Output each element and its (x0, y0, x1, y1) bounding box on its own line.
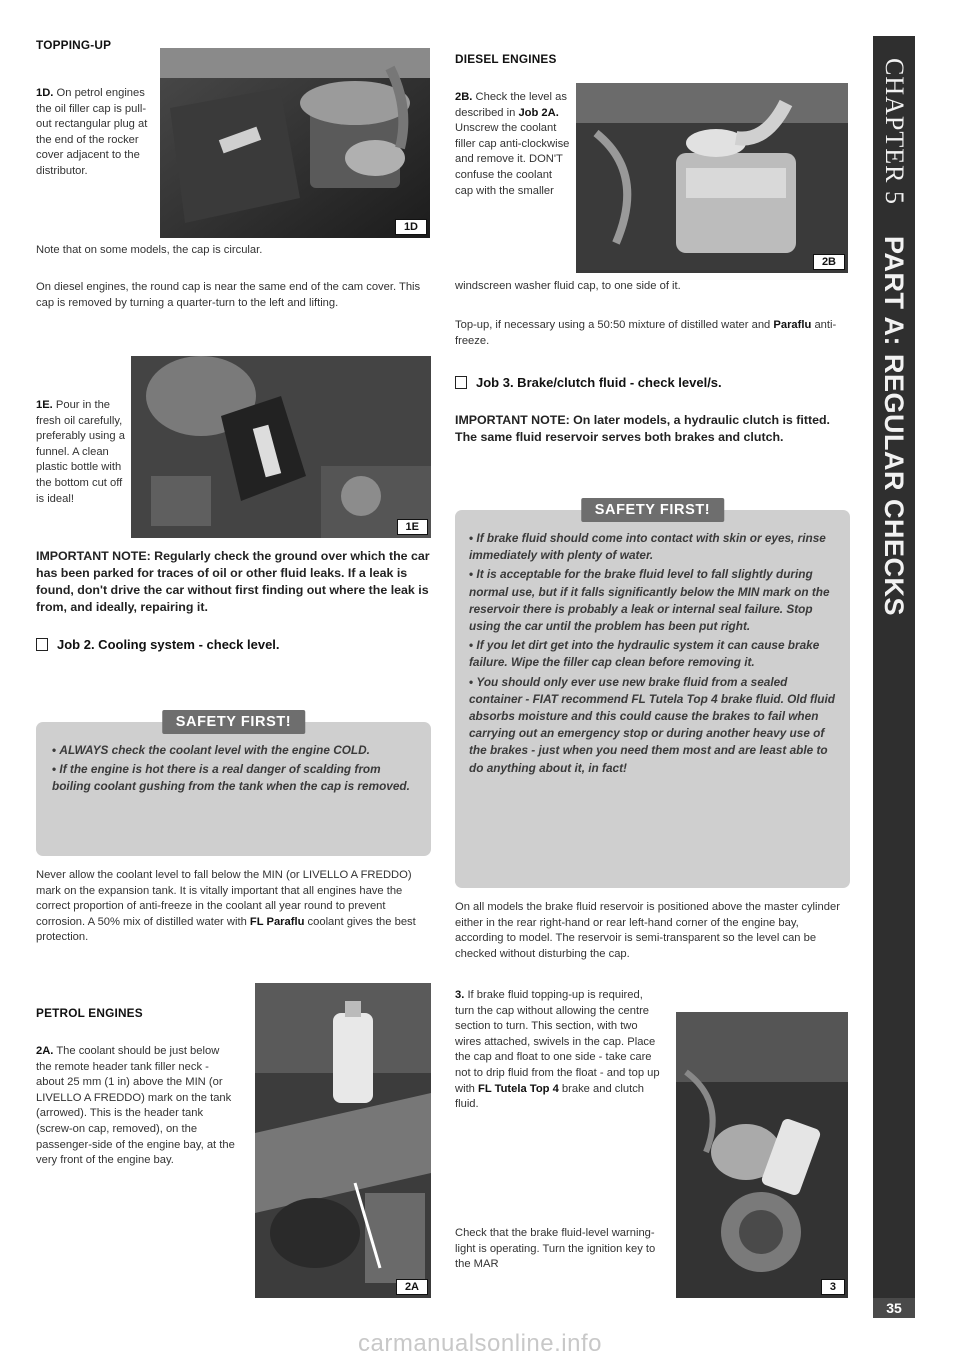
safety-first-box-coolant (36, 714, 431, 856)
topup-text-b: anti-freeze. (455, 319, 837, 347)
photo-1e-illustration (131, 356, 431, 538)
step-1d-number: 1D. (36, 87, 54, 99)
checkbox-icon (36, 638, 48, 651)
step-2b-tail: windscreen washer fluid cap, to one side of it. (455, 280, 681, 292)
step-3-number: 3. (455, 989, 465, 1001)
photo-3-brake-fluid (676, 1012, 848, 1298)
page-number: 35 (873, 1298, 915, 1318)
step-1e-body: Pour in the fresh oil carefully, preferably using a funnel. A clean plastic bottle with the bottom cut off is ideal! (36, 399, 125, 505)
paraflu-product: FL Paraflu (249, 915, 305, 928)
job-3-heading (455, 375, 722, 390)
step-2b-body-a: Check the level as described in (455, 91, 567, 119)
important-note-oil-leaks: IMPORTANT NOTE: Regularly check the ground over which the car has been parked for traces of oil or other fluid leaks. If a leak is found, don't drive the car without first finding out where the leak is from, and ideally, repairing it. (36, 549, 430, 614)
step-3-body-a: If brake fluid topping-up is required, turn the cap without allowing the centre section to turn. This section, with two wires attached, swivels in the cap. Place the cap and float to one side - take care not to drip fluid from the float - and top up with (455, 989, 660, 1095)
chapter-label: CHAPTER 5 (880, 58, 909, 205)
photo-2a-illustration (255, 983, 431, 1298)
step-1d-text (36, 86, 158, 180)
safety-item: • If you let dirt get into the hydraulic system it can cause brake failure. Wipe the filler cap clean before removing it. (469, 637, 841, 671)
safety-first-box-brake (455, 502, 850, 888)
warning-light-paragraph: Check that the brake fluid-level warning-light is operating. Turn the ignition key to the MAR (455, 1227, 656, 1271)
photo-3-illustration (676, 1012, 848, 1298)
step-1e-number: 1E. (36, 399, 53, 411)
topup-paragraph (455, 318, 850, 349)
photo-1e-pouring-oil (131, 356, 431, 538)
step-2a-body: The coolant should be just below the remote header tank filler neck - about 25 mm (1 in) above the MIN (or LIVELLO A FREDDO) mark on the tank (arrowed). This is the header tank (screw-on cap, removed), on the passenger-side of the engine bay, at the very front of the engine bay. (36, 1045, 235, 1167)
photo-3-label: 3 (821, 1279, 845, 1295)
photo-1d-oil-filler-cap (160, 48, 430, 238)
safety-list (469, 530, 841, 779)
step-3-body-b: brake and clutch fluid. (455, 1082, 645, 1111)
step-2b-ref: Job 2A. (518, 106, 559, 119)
photo-1e-label: 1E (397, 519, 428, 535)
tutela-product: FL Tutela Top 4 (478, 1082, 559, 1095)
chapter-sidebar (873, 36, 915, 1316)
step-2b-text (455, 90, 573, 199)
step-3-text (455, 988, 663, 1113)
photo-2b-label: 2B (813, 254, 845, 270)
photo-2a-header-tank (255, 983, 431, 1298)
paraflu-product: Paraflu (773, 319, 812, 331)
safety-item: • You should only ever use new brake fluid from a sealed container - FIAT recommend FL Tutela Top 4 brake fluid. Old fluid absorbs moisture and this could cause the brakes to fail when carrying out an emergency stop or during another heavy use of the brakes - just when you need them most and are least able to do anything about it, in fact! (469, 674, 841, 777)
diesel-engines-heading: DIESEL ENGINES (455, 52, 557, 66)
coolant-paragraph (36, 868, 431, 946)
coolant-paragraph-text: Never allow the coolant level to fall below the MIN (or LIVELLO A FREDDO) mark on the expansion tank. It is vitally important that all engines have the correct proportion of anti-freeze in the coolant all year round to prevent corrosion. A 50% mix of distilled water with (36, 869, 412, 928)
photo-1d-label: 1D (395, 219, 427, 235)
step-2a-number: 2A. (36, 1045, 54, 1057)
watermark: carmanualsonline.info (358, 1330, 602, 1357)
step-2a-text (36, 1044, 236, 1169)
safety-item: • ALWAYS check the coolant level with the engine COLD. (52, 742, 422, 759)
photo-2a-label: 2A (396, 1279, 428, 1295)
photo-2b-illustration (576, 83, 848, 273)
safety-list (52, 742, 422, 798)
step-1d-body: On petrol engines the oil filler cap is pull-out rectangular plug at the end of the rocker cover adjacent to the distributor. (36, 87, 148, 177)
topup-text-a: Top-up, if necessary using a 50:50 mixture of distilled water and (455, 319, 771, 331)
part-label: PART A: REGULAR CHECKS (879, 236, 909, 616)
checkbox-icon (455, 376, 467, 389)
topping-up-heading: TOPPING-UP (36, 38, 112, 52)
job-2-heading (36, 637, 280, 652)
important-note-hydraulic-clutch: IMPORTANT NOTE: On later models, a hydraulic clutch is fitted. The same fluid reservoir serves both brakes and clutch. (455, 413, 830, 444)
safety-first-title: SAFETY FIRST! (162, 710, 305, 734)
step-1e-text (36, 398, 128, 507)
safety-item: • If the engine is hot there is a real danger of scalding from boiling coolant gushing from the tank when the cap is removed. (52, 761, 422, 795)
step-1d-tail: Note that on some models, the cap is circular. (36, 244, 263, 256)
safety-item: • It is acceptable for the brake fluid level to fall slightly during normal use, but if it falls significantly below the MIN mark on the reservoir there is probably a leak or internal seal failure. Stop using the car until the problem has been put right. (469, 566, 841, 635)
photo-1d-illustration (160, 48, 430, 238)
photo-2b-coolant-cap (576, 83, 848, 273)
job-2-title: Job 2. Cooling system - check level. (57, 637, 280, 652)
safety-item: • If brake fluid should come into contact with skin or eyes, rinse immediately with plenty of water. (469, 530, 841, 564)
coolant-paragraph-tail: coolant gives the best protection. (36, 915, 416, 944)
reservoir-paragraph: On all models the brake fluid reservoir is positioned above the master cylinder either in the rear right-hand or rear left-hand corner of the engine bay, according to model. The reservoir is semi-transparent so the level can be checked without disturbing the cap. (455, 901, 840, 960)
job-3-title: Job 3. Brake/clutch fluid - check level/s. (476, 375, 722, 390)
step-2b-body-b: Unscrew the coolant filler cap anti-clockwise and remove it. DON'T confuse the coolant cap with the smaller (455, 122, 570, 197)
step-2b-number: 2B. (455, 91, 473, 103)
petrol-engines-heading: PETROL ENGINES (36, 1006, 143, 1020)
safety-first-title: SAFETY FIRST! (581, 498, 724, 522)
diesel-cap-paragraph: On diesel engines, the round cap is near the same end of the cam cover. This cap is removed by turning a quarter-turn to the left and lifting. (36, 281, 421, 309)
